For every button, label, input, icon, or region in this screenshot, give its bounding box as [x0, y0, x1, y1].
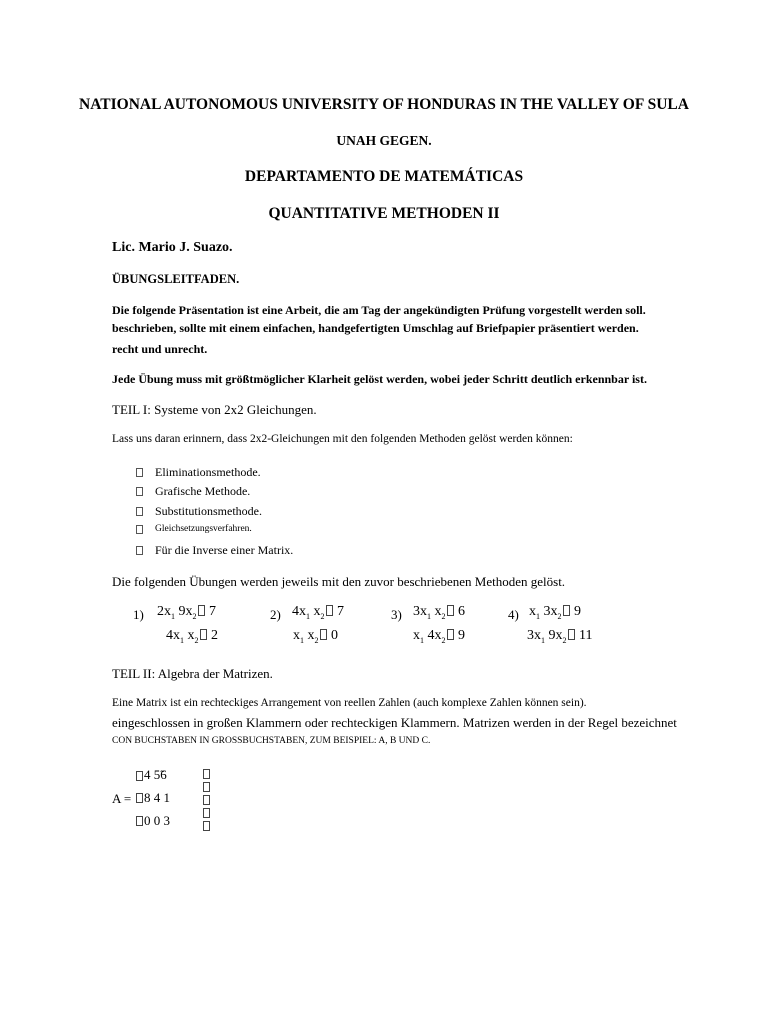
exercise-number: 2) — [270, 607, 281, 622]
intro-line-4: Jede Übung muss mit größtmöglicher Klarheit gelöst werden, wobei jeder Schritt deutlich erkennbar ist. — [112, 372, 647, 386]
method-item — [136, 465, 261, 480]
symbol-box-icon — [563, 605, 570, 616]
bracket-icon — [136, 793, 143, 803]
part2-line-1: Eine Matrix ist ein rechteckiges Arrangement von reellen Zahlen (auch komplexe Zahlen können sein). — [112, 697, 587, 709]
bracket-icon — [136, 771, 143, 781]
equation: $3x_1$ $9x_2$ 11 — [527, 628, 593, 645]
matrix-row: 8 4 1 — [144, 790, 170, 805]
intro-line-3: recht und unrecht. — [112, 342, 208, 356]
symbol-box-icon — [198, 605, 205, 616]
bracket-icon — [203, 821, 210, 831]
checkbox-icon — [136, 507, 143, 516]
part2-title: TEIL II: Algebra der Matrizen. — [112, 666, 273, 681]
method-label: Substitutionsmethode. — [155, 504, 263, 518]
intro-line-1: Die folgende Präsentation ist eine Arbeit, die am Tag der angekündigten Prüfung vorgestellt werden soll. — [112, 303, 646, 317]
author-name: Lic. Mario J. Suazo. — [112, 240, 233, 255]
equation: $4x_1$ $x_2$ 2 — [166, 628, 218, 645]
symbol-box-icon — [200, 629, 207, 640]
method-label: Gleichsetzungsverfahren. — [155, 524, 252, 534]
part1-instruction: Die folgenden Übungen werden jeweils mit den zuvor beschriebenen Methoden gelöst. — [112, 574, 566, 589]
method-label: Grafische Methode. — [155, 484, 251, 498]
method-item — [136, 543, 293, 558]
department-title: DEPARTAMENTO DE MATEMÁTICAS — [244, 168, 524, 185]
exercise-number: 4) — [508, 607, 519, 622]
method-item — [136, 484, 250, 499]
guide-title: ÜBUNGSLEITFADEN. — [112, 272, 240, 286]
method-label: Eliminationsmethode. — [155, 465, 261, 479]
equation: $x_1$ $3x_2$ 9 — [529, 604, 581, 621]
bracket-icon — [136, 816, 143, 826]
matrix-row: 4 5̃6 — [144, 767, 167, 782]
method-label: Für die Inverse einer Matrix. — [155, 543, 294, 557]
exercise-number: 1) — [133, 607, 144, 622]
course-title: QUANTITATIVE METHODEN II — [268, 205, 500, 222]
symbol-box-icon — [320, 629, 327, 640]
bracket-icon — [203, 782, 210, 792]
matrix-label: A = — [112, 791, 132, 806]
symbol-box-icon — [447, 605, 454, 616]
symbol-box-icon — [326, 605, 333, 616]
symbol-box-icon — [568, 629, 575, 640]
part2-line-3: CON BUCHSTABEN IN GROSSBUCHSTABEN, ZUM BEISPIEL: A, B UND C. — [112, 736, 431, 746]
part2-line-2: eingeschlossen in großen Klammern oder rechteckigen Klammern. Matrizen werden in der Regel bezeichnet — [112, 715, 677, 730]
equation: $x_1$ $x_2$ 0 — [293, 628, 338, 645]
bracket-icon — [203, 795, 210, 805]
campus-title: UNAH GEGEN. — [336, 133, 432, 148]
part1-reminder: Lass uns daran erinnern, dass 2x2-Gleichungen mit den folgenden Methoden gelöst werden können: — [112, 433, 573, 445]
equation: $2x_1$ $9x_2$ 7 — [157, 604, 216, 621]
equation: $x_1$ $4x_2$ 9 — [413, 628, 465, 645]
exercise-number: 3) — [391, 607, 402, 622]
equation: $4x_1$ $x_2$ 7 — [292, 604, 344, 621]
intro-line-2: beschrieben, sollte mit einem einfachen, handgefertigten Umschlag auf Briefpapier präsentiert werden. — [112, 321, 639, 335]
university-title: NATIONAL AUTONOMOUS UNIVERSITY OF HONDURAS IN THE VALLEY OF SULA — [79, 96, 689, 113]
checkbox-icon — [136, 468, 143, 477]
method-item — [136, 524, 252, 534]
checkbox-icon — [136, 487, 143, 496]
bracket-icon — [203, 769, 210, 779]
checkbox-icon — [136, 546, 143, 555]
matrix-row: 0 0 3 — [144, 813, 170, 828]
checkbox-icon — [136, 525, 143, 534]
part1-title: TEIL I: Systeme von 2x2 Gleichungen. — [112, 402, 317, 417]
equation: $3x_1$ $x_2$ 6 — [413, 604, 465, 621]
symbol-box-icon — [447, 629, 454, 640]
bracket-icon — [203, 808, 210, 818]
method-item — [136, 504, 262, 519]
